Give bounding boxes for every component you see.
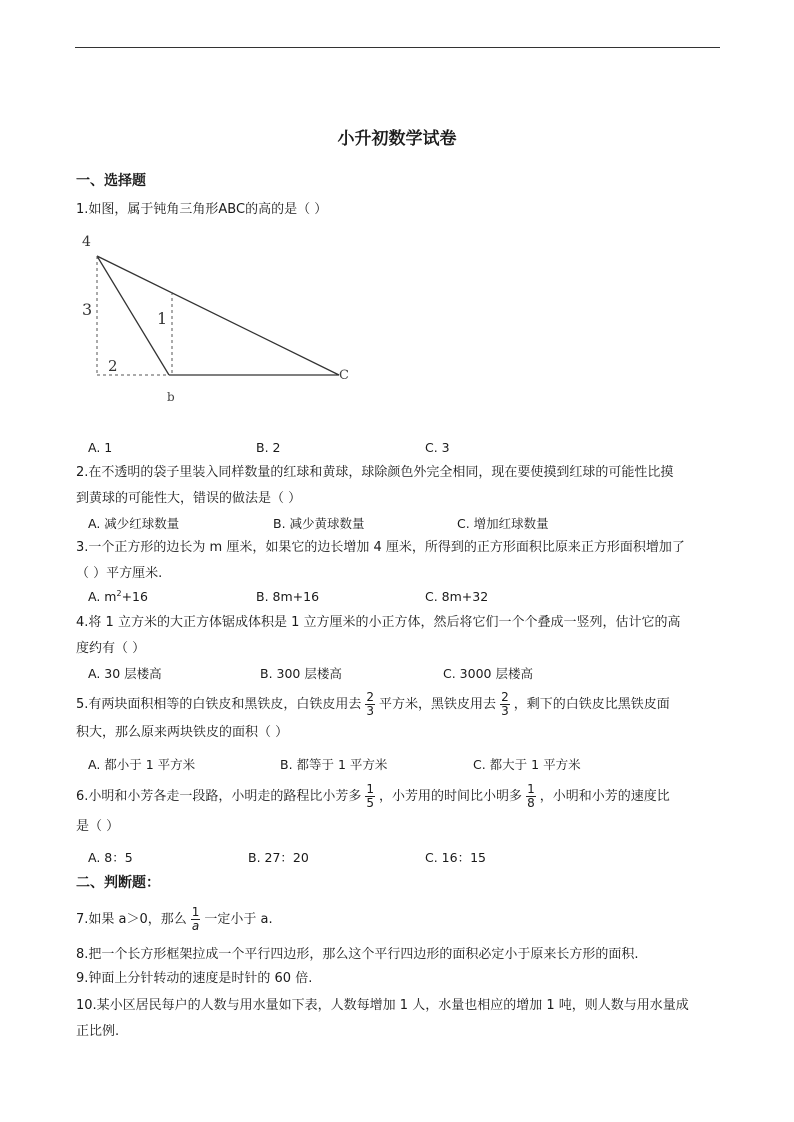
q2-option-c[interactable]: C. 增加红球数量 xyxy=(457,516,549,531)
q6-line-1: 6.小明和小芳各走一段路，小明走的路程比小芳多 $\frac{1}{5}$ ，小芳用的时间比小明多 $\frac{1}{8}$ ，小明和小芳的速度比 xyxy=(76,782,670,810)
q2-line-1: 2.在不透明的袋子里装入同样数量的红球和黄球，球除颜色外完全相同，现在要使摸到红球的可能性比摸 xyxy=(76,465,674,480)
q6-option-c[interactable]: C. 16：15 xyxy=(425,850,486,865)
q2-option-b[interactable]: B. 减少黄球数量 xyxy=(273,516,365,531)
q4-line-1: 4.将 1 立方米的大正方体锯成体积是 1 立方厘米的小正方体，然后将它们一个个叠成一竖列，估计它的高 xyxy=(76,615,681,630)
q2-option-a[interactable]: A. 减少红球数量 xyxy=(88,516,180,531)
question-2-stem xyxy=(76,460,726,512)
q1-option-c[interactable]: C. 3 xyxy=(425,440,450,455)
q3-option-c[interactable]: C. 8m+32 xyxy=(425,589,489,604)
q1-option-a[interactable]: A. 1 xyxy=(88,440,113,455)
question-10-stem xyxy=(76,993,726,1045)
q3-option-b[interactable]: B. 8m+16 xyxy=(256,589,320,604)
fraction-1-a: $\frac{1}{a}$ xyxy=(191,905,200,933)
question-1-stem: 1.如图，属于钝角三角形ABC的高的是（ ） xyxy=(76,202,328,217)
q3-option-a[interactable]: A. $m^2+16$ xyxy=(88,589,148,605)
question-9-stem: 9.钟面上分针转动的速度是时针的 60 倍. xyxy=(76,971,313,986)
question-6-stem xyxy=(76,782,726,842)
q3-line-2: （ ）平方厘米. xyxy=(76,566,163,581)
triangle-figure xyxy=(76,230,366,410)
fraction-1-5: $\frac{1}{5}$ xyxy=(366,782,375,810)
q4-option-c[interactable]: C. 3000 层楼高 xyxy=(443,666,533,681)
label-c: C xyxy=(339,368,349,383)
q6-line-2: 是（ ） xyxy=(76,819,120,834)
question-7-stem: 7.如果 a＞0，那么 $\frac{1}{a}$ 一定小于 a. xyxy=(76,905,273,933)
q6-option-a[interactable]: A. 8：5 xyxy=(88,850,133,865)
q5-option-b[interactable]: B. 都等于 1 平方米 xyxy=(280,757,388,772)
q1-option-b[interactable]: B. 2 xyxy=(256,440,281,455)
fraction-2-3: $\frac{2}{3}$ xyxy=(501,690,509,718)
question-4-stem xyxy=(76,610,726,662)
label-4: 4 xyxy=(82,234,91,250)
question-8-stem: 8.把一个长方形框架拉成一个平行四边形，那么这个平行四边形的面积必定小于原来长方形的面积. xyxy=(76,947,639,962)
header-rule xyxy=(75,47,720,48)
q4-line-2: 度约有（ ） xyxy=(76,641,146,656)
q5-line-2: 积大，那么原来两块铁皮的面积（ ） xyxy=(76,725,289,740)
question-5-stem xyxy=(76,690,726,746)
q4-option-b[interactable]: B. 300 层楼高 xyxy=(260,666,342,681)
question-3-stem xyxy=(76,535,726,587)
q4-option-a[interactable]: A. 30 层楼高 xyxy=(88,666,162,681)
label-2: 2 xyxy=(108,357,118,375)
fraction-1-8: $\frac{1}{8}$ xyxy=(527,782,535,810)
q10-line-2: 正比例. xyxy=(76,1024,120,1039)
section-heading-choice: 一、选择题 xyxy=(76,173,146,189)
q5-option-c[interactable]: C. 都大于 1 平方米 xyxy=(473,757,581,772)
label-1: 1 xyxy=(157,309,168,328)
fraction-2-3: $\frac{2}{3}$ xyxy=(366,690,375,718)
label-3: 3 xyxy=(82,300,93,319)
q2-line-2: 到黄球的可能性大，错误的做法是（ ） xyxy=(76,491,302,506)
q6-option-b[interactable]: B. 27：20 xyxy=(248,850,309,865)
q3-line-1: 3.一个正方形的边长为 m 厘米，如果它的边长增加 4 厘米，所得到的正方形面积比原来正方形面积增加了 xyxy=(76,540,685,555)
q5-line-1: 5.有两块面积相等的白铁皮和黑铁皮，白铁皮用去 $\frac{2}{3}$ 平方米，黑铁皮用去 $\frac{2}{3}$ ，剩下的白铁皮比黑铁皮面 xyxy=(76,690,670,718)
q5-option-a[interactable]: A. 都小于 1 平方米 xyxy=(88,757,196,772)
q10-line-1: 10.某小区居民每户的人数与用水量如下表，人数每增加 1 人，水量也相应的增加 1 吨，则人数与用水量成 xyxy=(76,998,689,1013)
page-title: 小升初数学试卷 xyxy=(337,129,457,149)
label-b: b xyxy=(167,390,175,404)
section-heading-judge: 二、判断题： xyxy=(76,875,160,891)
